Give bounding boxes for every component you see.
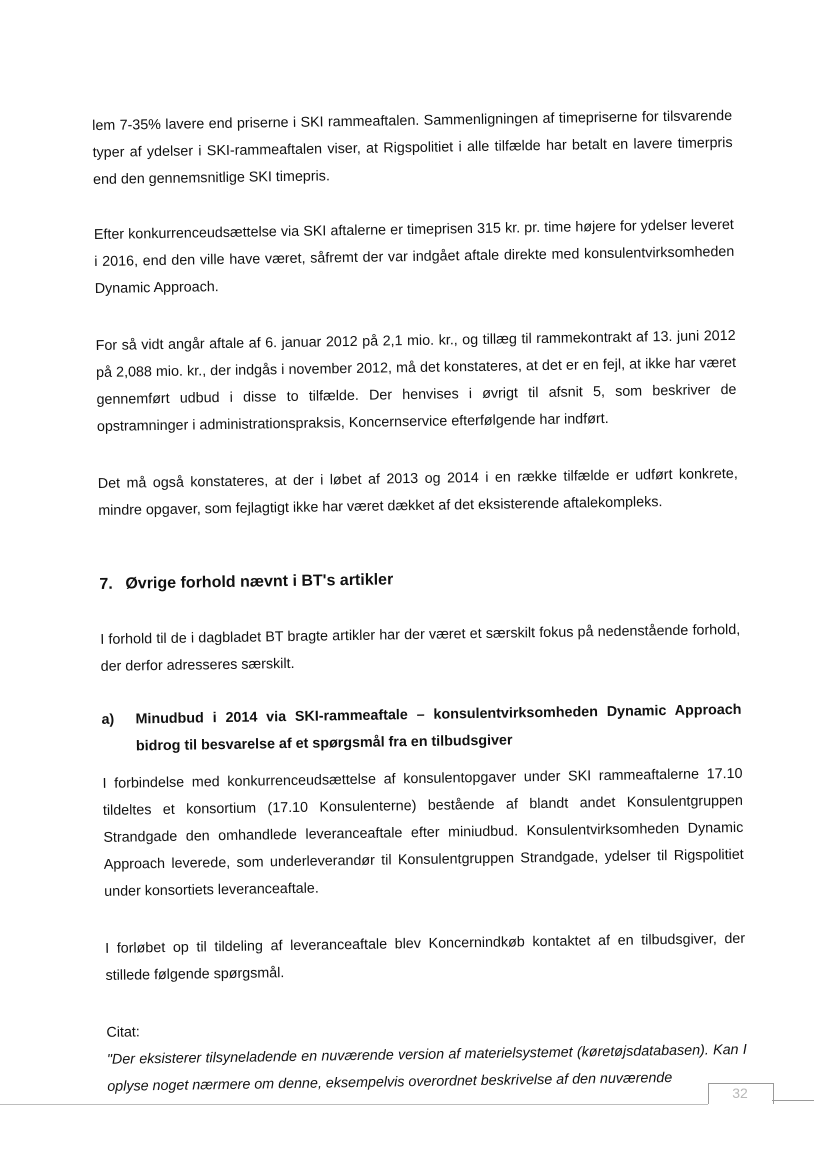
paragraph-1: lem 7-35% lavere end priserne i SKI rammeaftalen. Sammenligningen af timepriserne for tilsvarende typer af ydelser i SKI-rammeaftalen viser, at Rigspolitiet i alle tilfælde har betalt en lavere timerpris end den gennemsnitlige SKI timepris. [92, 107, 733, 188]
subsection-paragraph-2: I forløbet op til tildeling af leveranceaftale blev Koncernindkøb kontaktet af en tilbudsgiver, der stillede følgende spørgsmål. [105, 930, 746, 984]
section-number: 7. [99, 575, 113, 593]
subsection-paragraph-1: I forbindelse med konkurrenceudsættelse af konsulentopgaver under SKI rammeaftalerne 17.10 tildeltes et konsortium (17.10 Konsulenterne) bestående af blandt andet Konsulentgruppen Strandgade den omhandlede leveranceaftale efter miniudbud. Konsulentvirksomheden Dynamic Approach leverede, som underleverandør til Konsulentgruppen Strandgade, ydelser til Rigspolitiet under konsortiets leveranceaftale. [102, 765, 744, 900]
citat-label: Citat: [106, 1024, 140, 1041]
paragraph-4: Det må også konstateres, at der i løbet af 2013 og 2014 i en række tilfælde er udført konkrete, mindre opgaver, som fejlagtigt ikke har været dækket af det eksisterende aftalekompleks. [97, 465, 738, 519]
page-number: 32 [732, 1085, 748, 1101]
section-heading [99, 563, 739, 597]
citat-quote: "Der eksisterer tilsyneladende en nuværende version af materielsystemet (køretøjsdatabasen). Kan I oplyse noget nærmere om denne, eksempelvis overordnet beskrivelse af den nuværende [106, 1041, 747, 1095]
page-content [92, 103, 747, 1101]
section-title: Øvrige forhold nævnt i BT's artikler [125, 571, 394, 593]
subsection-title: Minudbud i 2014 via SKI-rammeaftale – konsulentvirksomheden Dynamic Approach bidrog til besvarelse af et spørgsmål fra en tilbudsgiver [135, 701, 742, 755]
footer-rule-right [772, 1100, 814, 1101]
paragraph-3: For så vidt angår aftale af 6. januar 2012 på 2,1 mio. kr., og tillæg til rammekontrakt af 13. juni 2012 på 2,088 mio. kr., der indgås i november 2012, må det konstateres, at det er en fejl, at ikke har været gennemført udbud i disse to tilfælde. Der henvises i øvrigt til afsnit 5, som beskriver de opstramninger i administrationspraksis, Koncernservice efterfølgende har indført. [95, 327, 737, 435]
subsection-heading [101, 697, 742, 761]
paragraph-2: Efter konkurrenceudsættelse via SKI aftalerne er timeprisen 315 kr. pr. time højere for ydelser leveret i 2016, end den ville have været, såfremt der var indgået aftale direkte med konsulentvirksomheden Dynamic Approach. [93, 216, 735, 297]
footer-rule [0, 1104, 708, 1105]
subsection-label: a) [101, 711, 115, 728]
section-intro: I forhold til de i dagbladet BT bragte artikler har der været et særskilt fokus på nedenstående forhold, der derfor adresseres særskilt. [100, 621, 741, 675]
